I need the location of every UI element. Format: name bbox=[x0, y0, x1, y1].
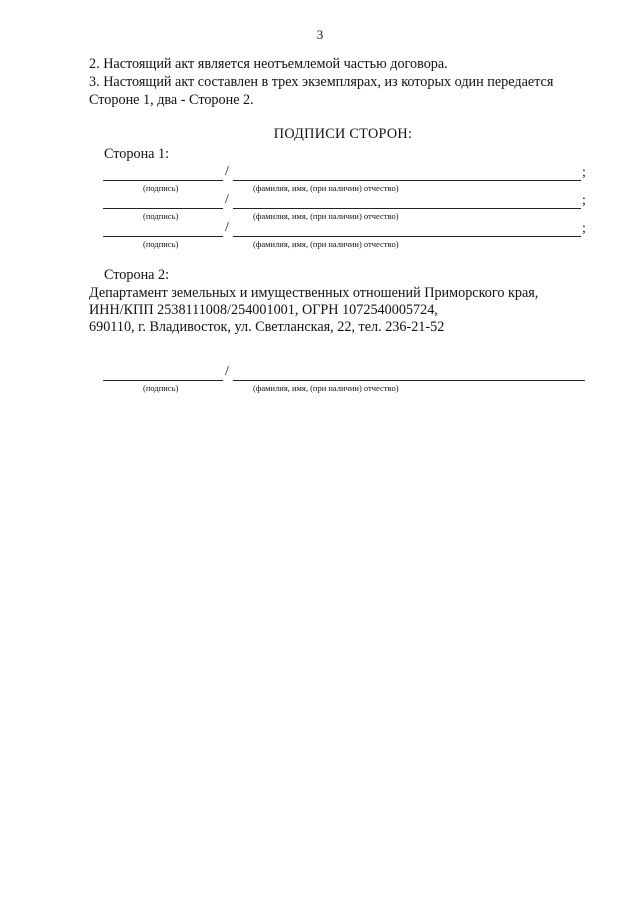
page-number: 3 bbox=[316, 27, 324, 42]
separator-semicolon: ; bbox=[582, 193, 586, 208]
separator-semicolon: ; bbox=[582, 165, 586, 180]
party-1-label: Сторона 1: bbox=[104, 146, 170, 162]
separator-semicolon: ; bbox=[582, 221, 586, 236]
party-2-org-line-1: Департамент земельных и имущественных отношений Приморского края, bbox=[89, 285, 539, 301]
name-caption: (фамилия, имя, (при наличии) отчество) bbox=[253, 211, 399, 221]
paragraph-3-line-1: 3. Настоящий акт составлен в трех экземплярах, из которых один передается bbox=[89, 74, 554, 90]
name-caption: (фамилия, имя, (при наличии) отчество) bbox=[253, 239, 399, 249]
signature-line[interactable] bbox=[103, 368, 223, 381]
signature-caption: (подпись) bbox=[143, 383, 179, 393]
separator-slash: / bbox=[225, 220, 229, 235]
name-line[interactable] bbox=[233, 368, 585, 381]
paragraph-3-line-2: Стороне 1, два - Стороне 2. bbox=[89, 92, 254, 108]
party-1-signature-row bbox=[103, 164, 588, 194]
paragraph-2: 2. Настоящий акт является неотъемлемой частью договора. bbox=[89, 56, 448, 72]
separator-slash: / bbox=[225, 164, 229, 179]
separator-slash: / bbox=[225, 364, 229, 379]
name-line[interactable] bbox=[233, 224, 581, 237]
separator-slash: / bbox=[225, 192, 229, 207]
signature-caption: (подпись) bbox=[143, 183, 179, 193]
name-line[interactable] bbox=[233, 196, 581, 209]
signatures-title: ПОДПИСИ СТОРОН: bbox=[273, 126, 413, 142]
name-line[interactable] bbox=[233, 168, 581, 181]
party-2-org-line-2: ИНН/КПП 2538111008/254001001, ОГРН 1072540005724, bbox=[89, 302, 438, 318]
signature-line[interactable] bbox=[103, 224, 223, 237]
party-2-label: Сторона 2: bbox=[104, 267, 170, 283]
signature-line[interactable] bbox=[103, 168, 223, 181]
signature-caption: (подпись) bbox=[143, 211, 179, 221]
party-2-org-line-3: 690110, г. Владивосток, ул. Светланская, 22, тел. 236-21-52 bbox=[89, 319, 445, 335]
signature-line[interactable] bbox=[103, 196, 223, 209]
signature-caption: (подпись) bbox=[143, 239, 179, 249]
name-caption: (фамилия, имя, (при наличии) отчество) bbox=[253, 383, 399, 393]
party-2-signature-row bbox=[103, 364, 588, 394]
party-1-signature-row bbox=[103, 192, 588, 222]
party-1-signature-row bbox=[103, 220, 588, 250]
name-caption: (фамилия, имя, (при наличии) отчество) bbox=[253, 183, 399, 193]
